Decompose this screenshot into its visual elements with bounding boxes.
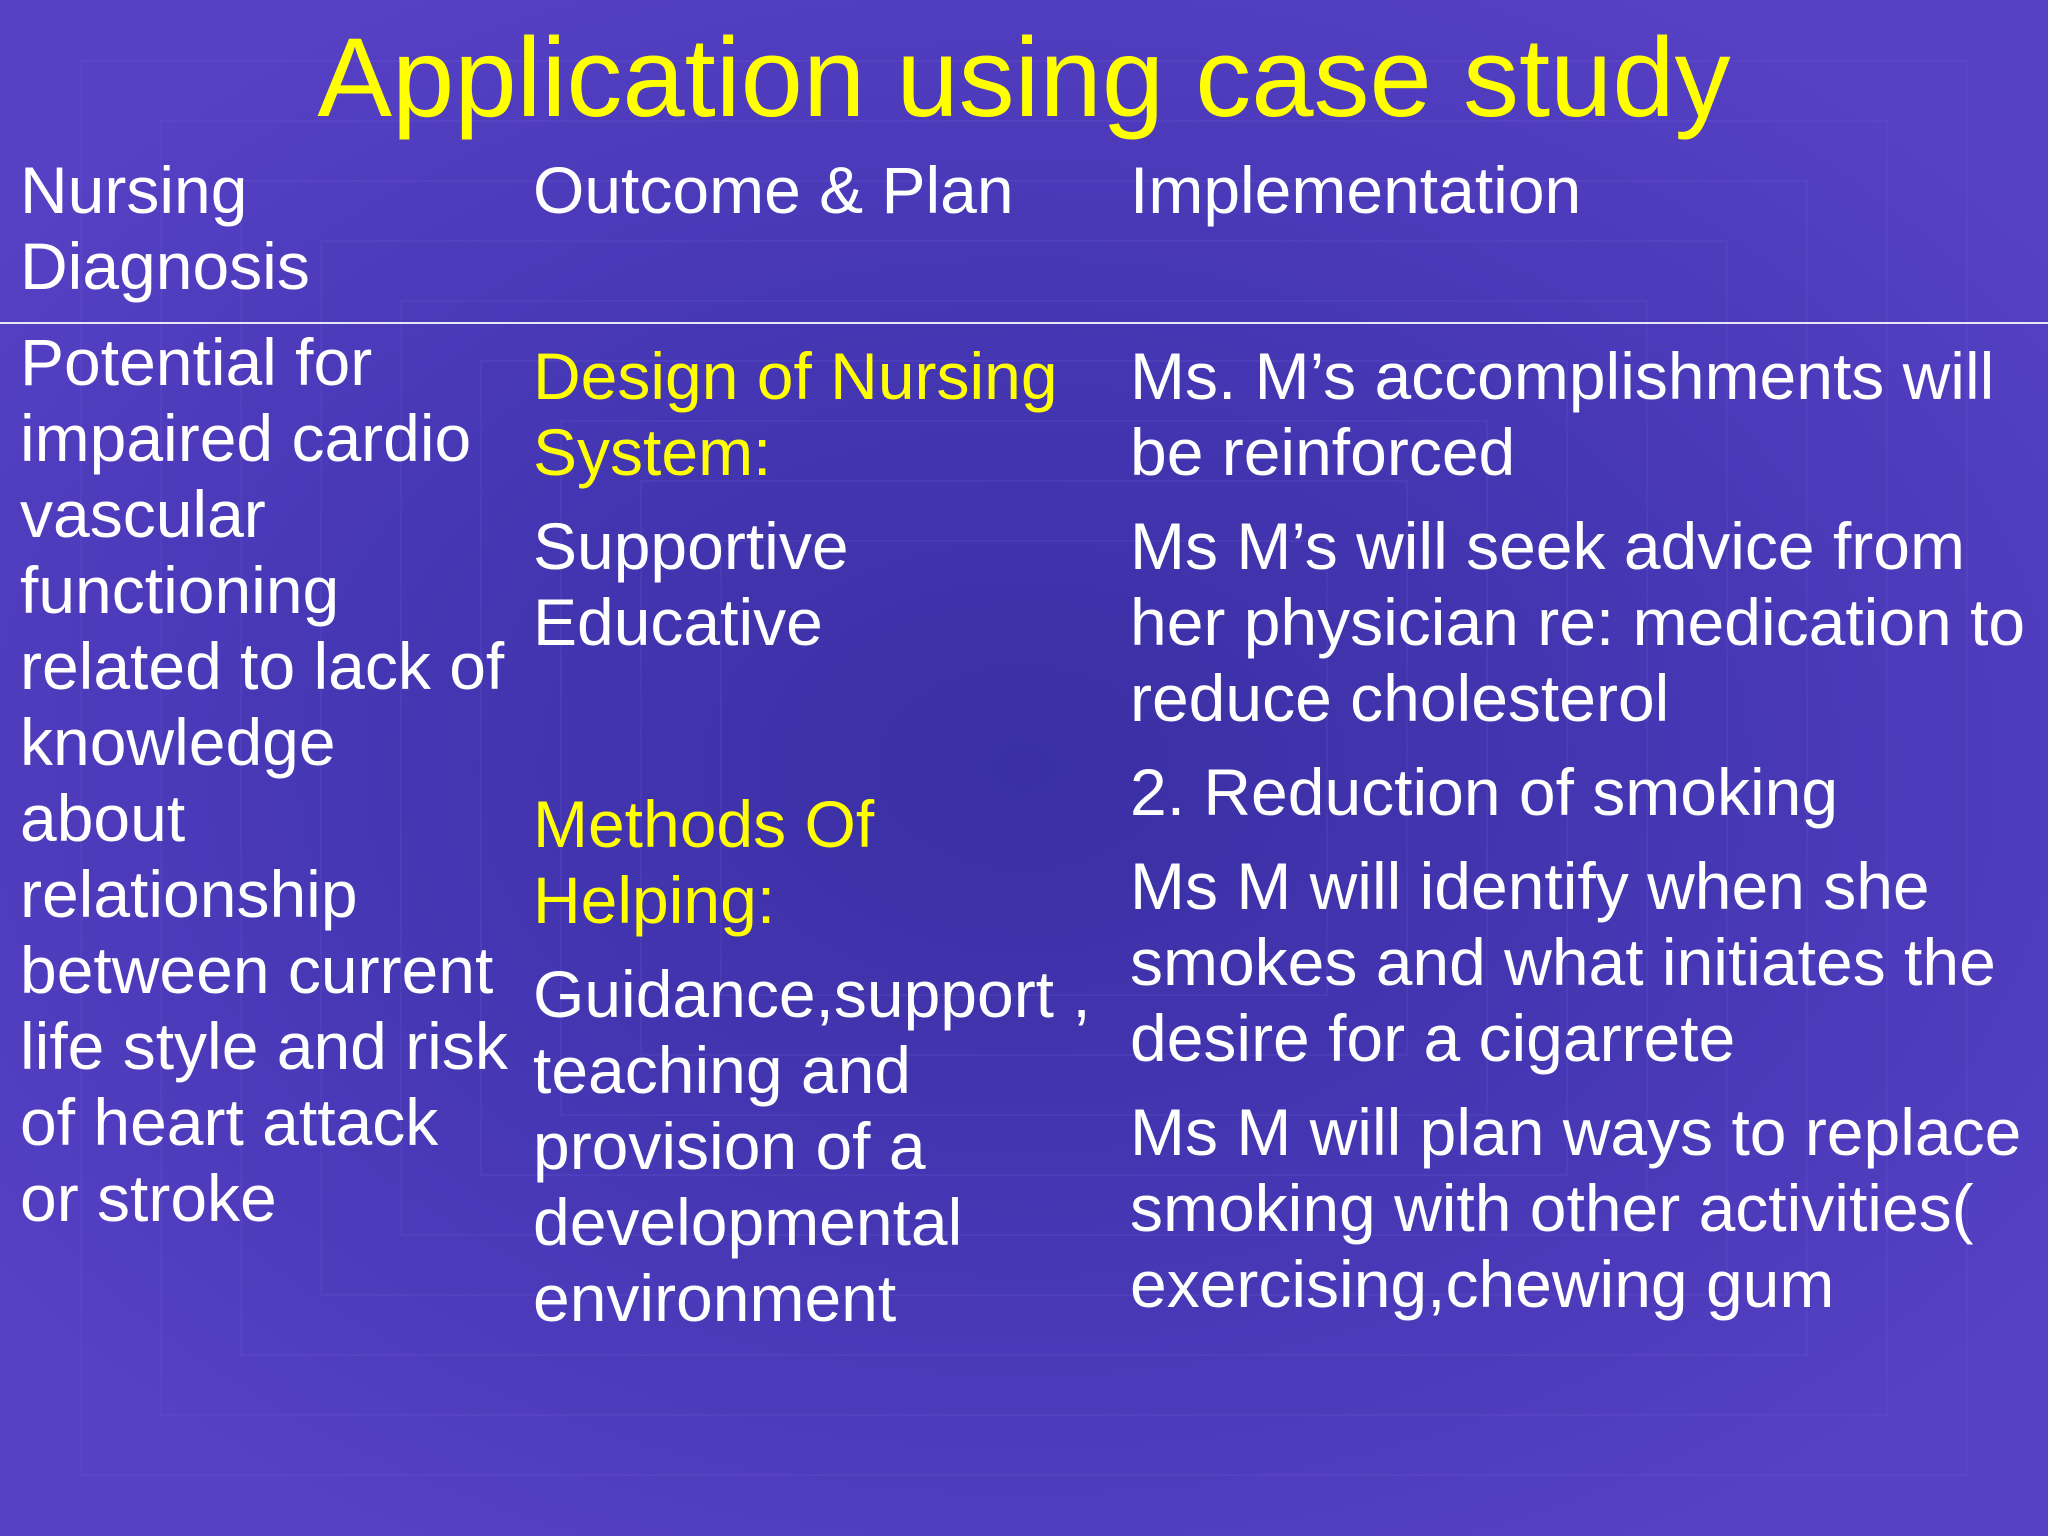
header-outcome-plan: Outcome & Plan — [533, 153, 1014, 227]
slide-title: Application using case study — [317, 15, 1731, 140]
implementation-item: Ms M will identify when she smokes and what initiates the desire for a cigarrete — [1130, 849, 1996, 1075]
outcome-plan-cell — [533, 338, 1113, 1354]
implementation-item: 2. Reduction of smoking — [1130, 755, 1839, 829]
methods-of-helping-heading: Methods Of Helping: — [533, 787, 875, 937]
design-of-nursing-system-value: Supportive Educative — [533, 509, 849, 659]
diagnosis-text: Potential for impaired cardio vascular functioning related to lack of knowledge about relationship between current life style and risk of heart attack or stroke — [20, 325, 508, 1235]
header-implementation: Implementation — [1130, 153, 1582, 227]
header-nursing-diagnosis: Nursing Diagnosis — [20, 153, 310, 303]
implementation-item: Ms M will plan ways to replace smoking with other activities( exercising,chewing gum — [1130, 1095, 2022, 1321]
design-of-nursing-system-heading: Design of Nursing System: — [533, 339, 1058, 489]
methods-of-helping-value: Guidance,support , teaching and provision of a developmental environment — [533, 957, 1091, 1335]
implementation-item: Ms M’s will seek advice from her physician re: medication to reduce cholesterol — [1130, 509, 2026, 735]
implementation-cell — [1130, 338, 2045, 1340]
implementation-item: Ms. M’s accomplishments will be reinforced — [1130, 339, 1995, 489]
